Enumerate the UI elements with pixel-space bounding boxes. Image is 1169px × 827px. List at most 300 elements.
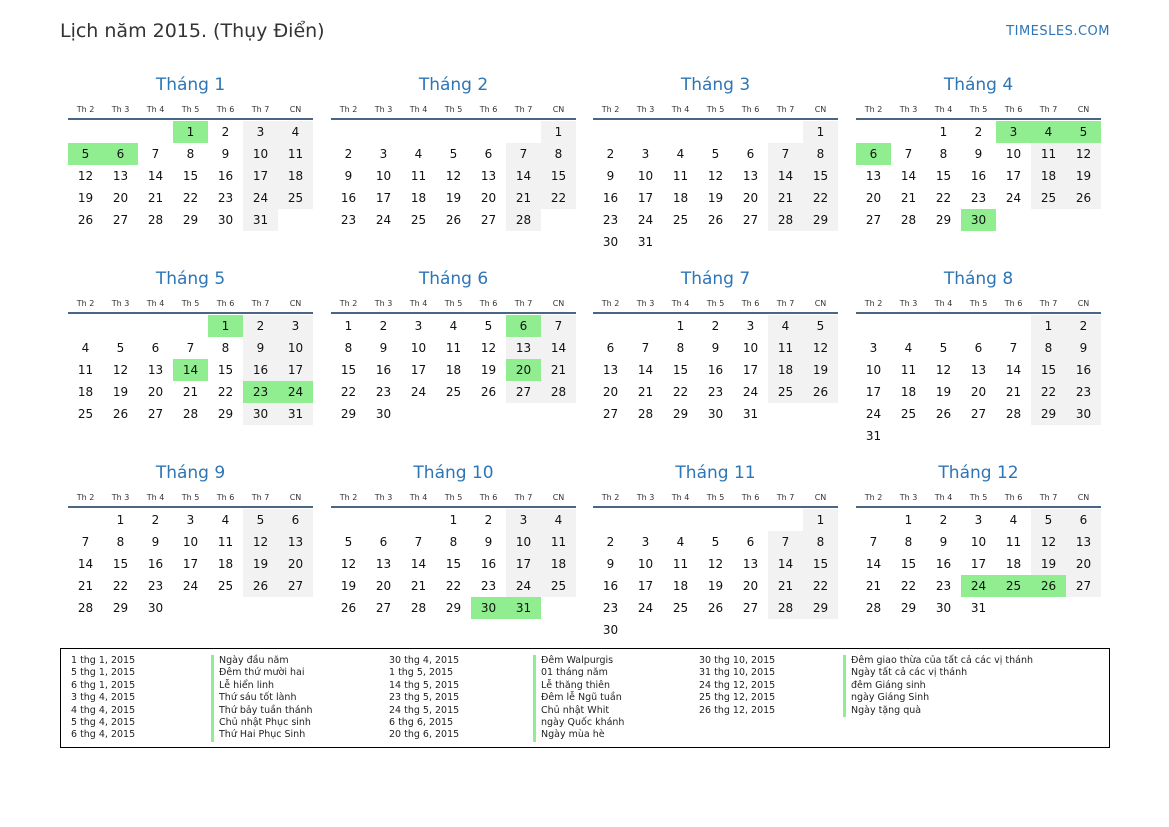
day-cell: 14 [1005,363,1022,377]
day-cell: 8 [904,535,913,549]
day-cell: 11 [541,531,576,553]
day-cell: 28 [900,213,917,227]
day-cell: 19 [935,385,952,399]
day-cell: 18 [672,191,689,205]
day-cell: 29 [340,407,357,421]
day-cell: 31 [970,601,987,615]
day-cell: 14 [410,557,427,571]
day-grid [68,509,313,619]
day-cell: 26 [243,575,278,597]
day-cell: 8 [1031,337,1066,359]
day-cell: 1 [939,125,948,139]
day-cell: 1 [803,509,838,531]
day-cell: 16 [243,359,278,381]
day-cell: 25 [445,385,462,399]
weekday-label: Th 5 [181,299,200,308]
day-cell: 4 [221,513,230,527]
weekday-label: Th 3 [899,105,918,114]
day-cell: 29 [935,213,952,227]
day-cell: 6 [278,509,313,531]
day-cell: 12 [1031,531,1066,553]
day-cell: 9 [1066,337,1101,359]
day-cell: 13 [147,363,164,377]
header-rule [856,312,1101,314]
empty-cell [366,121,401,143]
day-cell: 21 [768,187,803,209]
day-cell: 5 [116,341,125,355]
day-cell-holiday: 5 [1066,121,1101,143]
day-cell: 17 [742,363,759,377]
day-cell: 15 [541,165,576,187]
day-cell: 25 [900,407,917,421]
weekday-label: Th 2 [76,493,95,502]
day-cell: 16 [217,169,234,183]
empty-cell [663,509,698,531]
weekday-label: Th 2 [601,105,620,114]
day-cell: 13 [480,169,497,183]
weekday-label: Th 6 [741,105,760,114]
day-cell: 7 [81,535,90,549]
legend-date: 24 thg 12, 2015 [699,679,776,691]
weekday-label: Th 7 [251,105,270,114]
weekday-label: Th 3 [374,105,393,114]
day-cell: 23 [970,191,987,205]
month-name: Tháng 9 [155,463,226,483]
day-cell: 2 [243,315,278,337]
weekday-label: Th 3 [111,493,130,502]
header-rule [68,312,313,314]
weekday-label: Th 4 [409,299,428,308]
weekday-label: Th 5 [181,105,200,114]
header-rule [593,118,838,120]
empty-cell [891,121,926,143]
day-cell: 4 [414,147,423,161]
day-cell: 3 [746,319,755,333]
day-cell: 16 [707,363,724,377]
day-cell: 21 [637,385,654,399]
day-cell: 17 [1005,169,1022,183]
legend-date: 24 thg 5, 2015 [389,704,460,716]
day-cell: 10 [375,169,392,183]
weekday-label: Th 4 [671,493,690,502]
day-cell: 15 [803,165,838,187]
day-cell: 10 [865,363,882,377]
empty-cell [698,509,733,531]
month-block [68,266,313,425]
day-cell: 22 [541,187,576,209]
day-cell: 22 [445,579,462,593]
legend-dates-1 [71,655,135,742]
day-cell-holiday: 24 [278,381,313,403]
weekday-label: CN [289,299,302,308]
legend-holiday-name: Đêm thứ mười hai [211,667,313,679]
legend-date: 26 thg 12, 2015 [699,704,776,716]
day-cell: 3 [974,513,983,527]
day-cell: 29 [1031,403,1066,425]
day-cell: 28 [410,601,427,615]
weekday-label: CN [552,105,565,114]
weekday-label: Th 4 [934,493,953,502]
day-cell-holiday: 30 [961,209,996,231]
weekday-label: Th 7 [514,299,533,308]
weekday-label: CN [1077,105,1090,114]
day-cell: 14 [637,363,654,377]
day-cell: 14 [506,165,541,187]
day-cell: 31 [742,407,759,421]
day-cell: 27 [865,213,882,227]
day-cell: 20 [742,191,759,205]
day-grid [331,121,576,231]
day-cell: 16 [1066,359,1101,381]
header-rule [68,118,313,120]
day-cell: 11 [900,363,917,377]
day-cell: 13 [970,363,987,377]
day-cell: 2 [606,535,615,549]
day-cell: 26 [707,601,724,615]
day-cell: 23 [707,385,724,399]
day-cell: 10 [637,557,654,571]
weekday-header [856,101,1101,118]
month-name: Tháng 7 [680,269,751,289]
month-name: Tháng 4 [943,75,1014,95]
day-cell: 16 [602,579,619,593]
day-cell: 1 [803,121,838,143]
day-cell: 1 [344,319,353,333]
day-cell: 13 [278,531,313,553]
day-cell: 18 [1005,557,1022,571]
legend-dates-3 [699,655,775,717]
day-cell: 20 [278,553,313,575]
day-cell: 17 [970,557,987,571]
weekday-label: Th 5 [969,105,988,114]
day-cell: 17 [182,557,199,571]
legend-date: 25 thg 12, 2015 [699,692,776,704]
day-cell: 14 [541,337,576,359]
day-cell: 14 [768,165,803,187]
day-cell: 27 [112,213,129,227]
day-cell: 13 [1066,531,1101,553]
day-cell: 1 [676,319,685,333]
weekday-header [331,295,576,312]
legend-holiday-name: Ngày tất cả các vị thánh [843,667,1033,679]
day-cell: 14 [900,169,917,183]
month-block [331,266,576,425]
day-cell: 28 [506,209,541,231]
day-cell: 11 [410,169,427,183]
weekday-label: Th 6 [1004,493,1023,502]
day-cell: 22 [803,187,838,209]
month-name: Tháng 11 [675,463,756,483]
day-cell: 22 [112,579,129,593]
weekday-label: Th 6 [1004,299,1023,308]
weekday-label: Th 2 [76,299,95,308]
day-cell: 6 [484,147,493,161]
weekday-label: Th 6 [1004,105,1023,114]
day-cell: 14 [147,169,164,183]
empty-cell [856,509,891,531]
day-cell: 17 [506,553,541,575]
day-cell: 22 [803,575,838,597]
month-name: Tháng 3 [680,75,751,95]
weekday-header [68,295,313,312]
day-cell: 4 [1009,513,1018,527]
day-cell: 16 [375,363,392,377]
day-cell: 9 [243,337,278,359]
day-cell: 10 [1005,147,1022,161]
day-cell: 11 [1031,143,1066,165]
day-cell: 24 [742,385,759,399]
weekday-label: Th 7 [776,493,795,502]
day-cell: 26 [340,601,357,615]
empty-cell [733,121,768,143]
weekday-label: Th 6 [216,105,235,114]
day-cell: 7 [186,341,195,355]
day-cell: 23 [340,213,357,227]
empty-cell [593,315,628,337]
weekday-label: Th 7 [514,493,533,502]
day-cell: 7 [506,143,541,165]
day-cell: 4 [278,121,313,143]
day-cell: 2 [606,147,615,161]
day-cell: 30 [707,407,724,421]
empty-cell [891,315,926,337]
day-cell: 18 [445,363,462,377]
legend-date: 5 thg 1, 2015 [71,667,136,679]
weekday-label: Th 3 [374,493,393,502]
month-block [593,266,838,425]
weekday-label: CN [814,299,827,308]
day-cell: 17 [243,165,278,187]
empty-cell [436,121,471,143]
day-cell: 5 [939,341,948,355]
day-cell: 27 [1066,575,1101,597]
day-cell: 24 [410,385,427,399]
day-cell: 7 [869,535,878,549]
holiday-legend [60,648,1110,748]
day-cell: 22 [1031,381,1066,403]
day-cell: 13 [742,169,759,183]
day-cell: 19 [112,385,129,399]
weekday-label: Th 6 [216,493,235,502]
weekday-label: CN [552,493,565,502]
legend-holiday-name: Ngày đầu năm [211,655,313,667]
page-title: Lịch năm 2015. (Thụy Điển) [60,20,325,42]
day-cell: 11 [768,337,803,359]
legend-holiday-name: Thứ sáu tốt lành [211,692,313,704]
legend-holiday-name: Ngày tặng quà [843,705,1033,717]
empty-cell [68,509,103,531]
day-cell: 3 [641,535,650,549]
day-cell: 22 [340,385,357,399]
day-cell: 1 [541,121,576,143]
empty-cell [856,121,891,143]
empty-cell [663,121,698,143]
day-cell: 21 [1005,385,1022,399]
day-cell: 3 [414,319,423,333]
day-cell: 17 [410,363,427,377]
day-cell: 3 [869,341,878,355]
day-cell: 2 [344,147,353,161]
weekday-label: Th 4 [409,493,428,502]
day-cell: 26 [77,213,94,227]
day-cell: 12 [935,363,952,377]
month-block [856,266,1101,447]
day-cell: 17 [278,359,313,381]
day-cell: 2 [484,513,493,527]
day-cell: 11 [672,557,689,571]
day-cell-holiday: 6 [856,143,891,165]
weekday-label: Th 3 [899,299,918,308]
day-cell: 30 [1066,403,1101,425]
month-name: Tháng 1 [155,75,226,95]
empty-cell [628,315,663,337]
weekday-header [331,101,576,118]
empty-cell [173,315,208,337]
legend-holiday-name: ngày Giáng Sinh [843,692,1033,704]
legend-date: 30 thg 4, 2015 [389,655,460,666]
day-cell: 15 [672,363,689,377]
day-cell: 11 [217,535,234,549]
legend-holiday-name: Chủ nhật Whit [533,705,624,717]
day-cell: 16 [970,169,987,183]
day-cell: 29 [112,601,129,615]
day-cell: 6 [974,341,983,355]
day-cell: 29 [182,213,199,227]
day-cell: 19 [340,579,357,593]
day-cell: 5 [803,315,838,337]
day-cell: 9 [379,341,388,355]
legend-date: 31 thg 10, 2015 [699,667,776,679]
day-cell: 27 [147,407,164,421]
legend-date: 1 thg 5, 2015 [389,667,454,679]
weekday-label: CN [814,105,827,114]
day-cell: 25 [672,601,689,615]
day-cell: 6 [606,341,615,355]
day-cell: 6 [1066,509,1101,531]
day-cell: 12 [112,363,129,377]
day-cell: 5 [711,147,720,161]
day-cell: 4 [904,341,913,355]
empty-cell [471,121,506,143]
day-cell: 28 [147,213,164,227]
day-cell: 15 [445,557,462,571]
day-cell: 10 [970,535,987,549]
day-cell: 9 [606,557,615,571]
day-grid [856,121,1101,231]
day-grid [68,121,313,231]
day-cell: 12 [445,169,462,183]
legend-date: 1 thg 1, 2015 [71,655,136,666]
day-cell: 7 [641,341,650,355]
day-cell: 9 [151,535,160,549]
day-cell: 26 [803,381,838,403]
legend-date: 6 thg 6, 2015 [389,716,454,728]
day-cell: 29 [900,601,917,615]
weekday-header [593,489,838,506]
day-cell: 26 [707,213,724,227]
day-cell: 31 [865,429,882,443]
site-link[interactable]: TIMESLES.COM [1006,24,1110,39]
weekday-label: Th 4 [146,105,165,114]
day-cell: 22 [900,579,917,593]
day-cell: 8 [803,143,838,165]
day-cell: 11 [1005,535,1022,549]
legend-date: 6 thg 4, 2015 [71,729,136,741]
day-cell: 10 [506,531,541,553]
day-cell: 1 [904,513,913,527]
legend-holiday-name: Đêm lễ Ngũ tuần [533,692,624,704]
day-cell: 13 [506,337,541,359]
day-cell-holiday: 14 [173,359,208,381]
day-cell: 31 [243,209,278,231]
day-cell: 29 [217,407,234,421]
day-cell: 6 [746,147,755,161]
month-name: Tháng 2 [418,75,489,95]
weekday-label: Th 2 [76,105,95,114]
weekday-label: Th 2 [864,493,883,502]
weekday-label: Th 6 [479,493,498,502]
weekday-label: Th 3 [374,299,393,308]
day-cell: 27 [506,381,541,403]
empty-cell [733,509,768,531]
empty-cell [103,315,138,337]
day-cell: 9 [484,535,493,549]
day-cell: 28 [768,209,803,231]
weekday-label: Th 5 [706,299,725,308]
day-cell: 24 [375,213,392,227]
day-cell: 7 [1009,341,1018,355]
weekday-label: Th 2 [601,299,620,308]
day-cell: 18 [410,191,427,205]
day-cell: 15 [112,557,129,571]
day-cell: 17 [865,385,882,399]
day-cell: 21 [768,575,803,597]
day-cell: 27 [375,601,392,615]
day-cell: 25 [278,187,313,209]
day-cell: 12 [480,341,497,355]
weekday-label: CN [289,493,302,502]
weekday-label: Th 7 [776,105,795,114]
day-cell: 9 [974,147,983,161]
weekday-label: Th 3 [899,493,918,502]
day-cell: 20 [112,191,129,205]
day-cell: 2 [711,319,720,333]
day-cell: 8 [676,341,685,355]
day-cell: 16 [935,557,952,571]
day-cell: 16 [480,557,497,571]
day-cell-holiday: 30 [471,597,506,619]
day-cell-holiday: 31 [506,597,541,619]
day-cell: 20 [742,579,759,593]
day-cell: 13 [112,169,129,183]
day-cell: 5 [449,147,458,161]
weekday-label: Th 3 [636,299,655,308]
day-cell: 10 [637,169,654,183]
legend-holiday-name: 01 tháng năm [533,667,624,679]
day-cell: 11 [445,341,462,355]
day-cell: 14 [768,553,803,575]
empty-cell [628,509,663,531]
day-cell: 4 [676,535,685,549]
day-cell: 23 [1066,381,1101,403]
legend-date: 30 thg 10, 2015 [699,655,776,666]
day-cell: 18 [77,385,94,399]
weekday-label: Th 7 [1039,105,1058,114]
day-cell: 12 [340,557,357,571]
weekday-label: Th 5 [969,493,988,502]
legend-date: 5 thg 4, 2015 [71,716,136,728]
empty-cell [593,509,628,531]
